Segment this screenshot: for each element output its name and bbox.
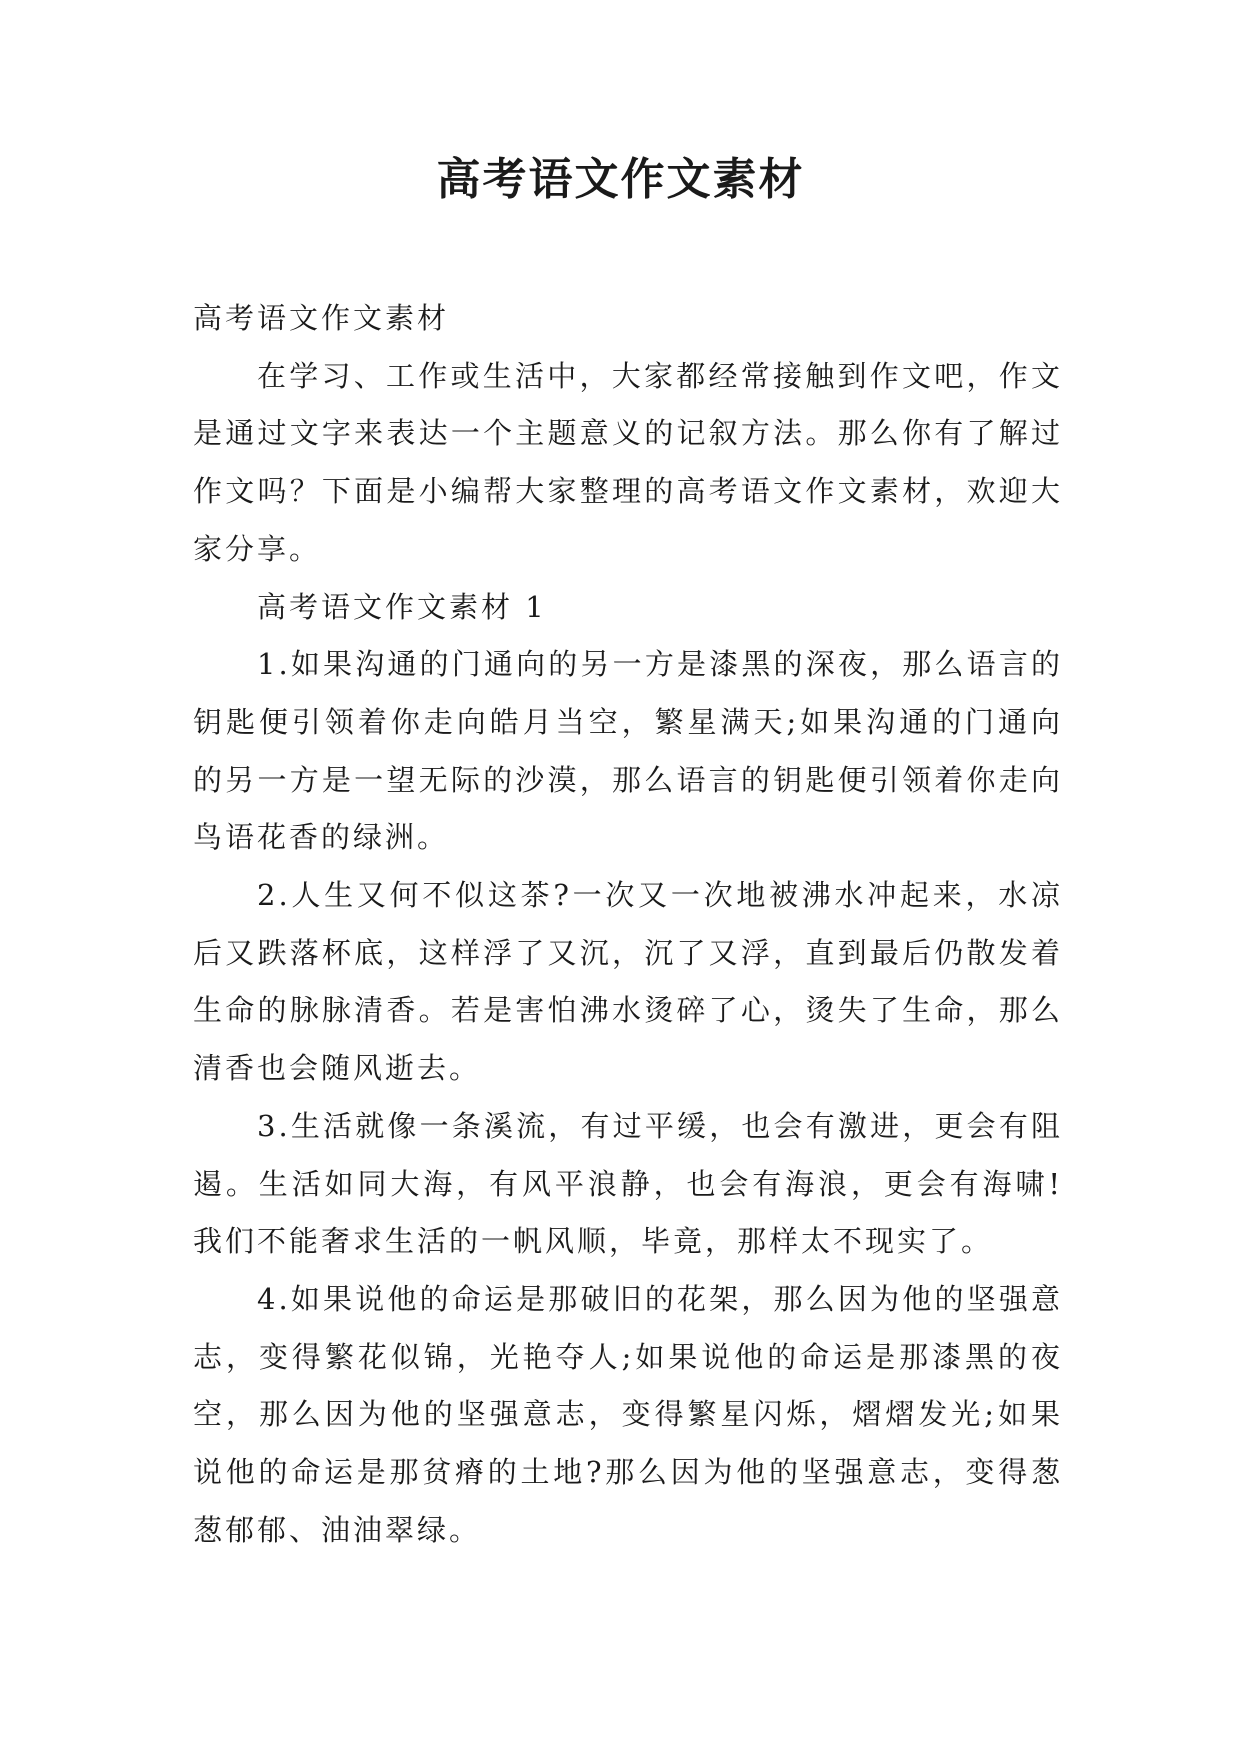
- list-item-4: 4.如果说他的命运是那破旧的花架，那么因为他的坚强意志，变得繁花似锦，光艳夺人;如果说他的命运是那漆黑的夜空，那么因为他的坚强意志，变得繁星闪烁，熠熠发光;如果说他的命运是那贫瘠的土地?那么因为他的坚强意志，变得葱葱郁郁、油油翠绿。: [193, 1281, 1063, 1547]
- section-heading: 高考语文作文素材 1: [257, 589, 547, 624]
- list-item-3: 3.生活就像一条溪流，有过平缓，也会有激进，更会有阻遏。生活如同大海，有风平浪静，也会有海浪，更会有海啸!我们不能奢求生活的一帆风顺，毕竟，那样太不现实了。: [193, 1108, 1063, 1259]
- document-body: [193, 290, 1063, 1559]
- list-item-1: 1.如果沟通的门通向的另一方是漆黑的深夜，那么语言的钥匙便引领着你走向皓月当空，繁星满天;如果沟通的门通向的另一方是一望无际的沙漠，那么语言的钥匙便引领着你走向鸟语花香的绿洲。: [193, 647, 1063, 855]
- list-item-2: 2.人生又何不似这茶?一次又一次地被沸水冲起来，水凉后又跌落杯底，这样浮了又沉，沉了又浮，直到最后仍散发着生命的脉脉清香。若是害怕沸水烫碎了心，烫失了生命，那么清香也会随风逝去。: [193, 878, 1063, 1086]
- intro-paragraph: 在学习、工作或生活中，大家都经常接触到作文吧，作文是通过文字来表达一个主题意义的记叙方法。那么你有了解过作文吗？下面是小编帮大家整理的高考语文作文素材，欢迎大家分享。: [193, 358, 1063, 566]
- document-title: 高考语文作文素材: [436, 154, 805, 205]
- body-heading: 高考语文作文素材: [193, 301, 450, 335]
